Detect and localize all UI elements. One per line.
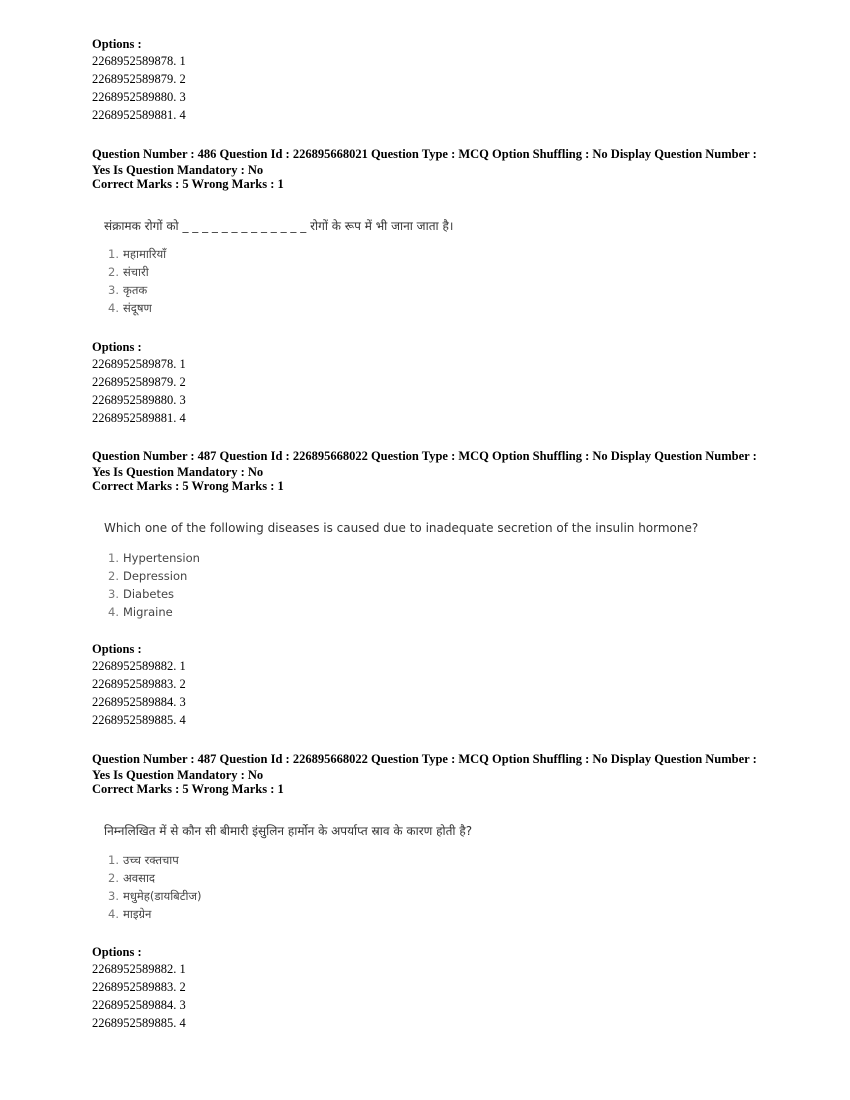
option-id: 2268952589884. 3 <box>92 695 186 709</box>
choice-label: Hypertension <box>122 551 200 565</box>
choice-label: माइग्रेन <box>122 907 152 921</box>
choice-label: महामारियाँ <box>122 247 167 261</box>
choice-label: अवसाद <box>122 871 156 885</box>
choice-label: Migraine <box>122 605 173 619</box>
choice-number: 3. <box>108 889 119 903</box>
choice-item <box>108 907 151 922</box>
question-marks: Correct Marks : 5 Wrong Marks : 1 <box>92 177 284 191</box>
choice-item <box>108 569 187 583</box>
choice-item <box>108 889 202 904</box>
option-id: 2268952589882. 1 <box>92 659 186 673</box>
choice-label: संदूषण <box>122 301 152 315</box>
question-meta: Question Number : 486 Question Id : 226895668021 Question Type : MCQ Option Shuffling : No Display Question Number : Yes Is Question Mandatory : No <box>92 147 757 177</box>
choice-number: 2. <box>108 265 119 279</box>
choice-number: 2. <box>108 569 119 583</box>
choice-label: Depression <box>122 569 188 583</box>
choice-label: Diabetes <box>122 587 175 601</box>
option-id: 2268952589878. 1 <box>92 54 186 68</box>
option-id: 2268952589883. 2 <box>92 677 186 691</box>
choice-item <box>108 853 179 868</box>
choice-item <box>108 605 173 619</box>
choice-item <box>108 551 200 565</box>
option-id: 2268952589883. 2 <box>92 980 186 994</box>
choice-number: 1. <box>108 247 119 261</box>
options-label: Options : <box>92 340 142 354</box>
choice-item <box>108 587 174 601</box>
option-id: 2268952589880. 3 <box>92 90 186 104</box>
question-meta: Question Number : 487 Question Id : 226895668022 Question Type : MCQ Option Shuffling : No Display Question Number : Yes Is Question Mandatory : No <box>92 449 757 479</box>
choice-label: उच्च रक्तचाप <box>122 853 179 867</box>
option-id: 2268952589880. 3 <box>92 393 186 407</box>
choice-number: 2. <box>108 871 119 885</box>
choice-item <box>108 283 147 298</box>
choice-item <box>108 247 166 262</box>
choice-label: कृतक <box>122 283 148 297</box>
option-id: 2268952589881. 4 <box>92 108 186 122</box>
option-id: 2268952589879. 2 <box>92 375 186 389</box>
options-label: Options : <box>92 642 142 656</box>
option-id: 2268952589885. 4 <box>92 713 186 727</box>
choice-number: 3. <box>108 587 119 601</box>
option-id: 2268952589881. 4 <box>92 411 186 425</box>
choice-number: 1. <box>108 853 119 867</box>
choice-label: मधुमेह(डायबिटीज) <box>122 889 202 903</box>
option-id: 2268952589879. 2 <box>92 72 186 86</box>
choice-item <box>108 265 149 280</box>
choice-number: 3. <box>108 283 119 297</box>
choice-number: 4. <box>108 907 119 921</box>
options-label: Options : <box>92 37 142 51</box>
choice-number: 4. <box>108 301 119 315</box>
option-id: 2268952589885. 4 <box>92 1016 186 1030</box>
question-marks: Correct Marks : 5 Wrong Marks : 1 <box>92 782 284 796</box>
option-id: 2268952589884. 3 <box>92 998 186 1012</box>
choice-item <box>108 871 155 886</box>
question-text: संक्रामक रोगों को _ _ _ _ _ _ _ _ _ _ _ _ _ रोगों के रूप में भी जाना जाता है। <box>104 219 454 233</box>
option-id: 2268952589878. 1 <box>92 357 186 371</box>
question-marks: Correct Marks : 5 Wrong Marks : 1 <box>92 479 284 493</box>
question-text: Which one of the following diseases is caused due to inadequate secretion of the insulin hormone? <box>104 521 699 535</box>
question-text: निम्नलिखित में से कौन सी बीमारी इंसुलिन हार्मोन के अपर्याप्त स्राव के कारण होती है? <box>104 824 473 838</box>
choice-number: 1. <box>108 551 119 565</box>
choice-number: 4. <box>108 605 119 619</box>
options-label: Options : <box>92 945 142 959</box>
choice-label: संचारी <box>122 265 149 279</box>
choice-item <box>108 301 152 316</box>
question-meta: Question Number : 487 Question Id : 226895668022 Question Type : MCQ Option Shuffling : No Display Question Number : Yes Is Question Mandatory : No <box>92 752 757 782</box>
option-id: 2268952589882. 1 <box>92 962 186 976</box>
